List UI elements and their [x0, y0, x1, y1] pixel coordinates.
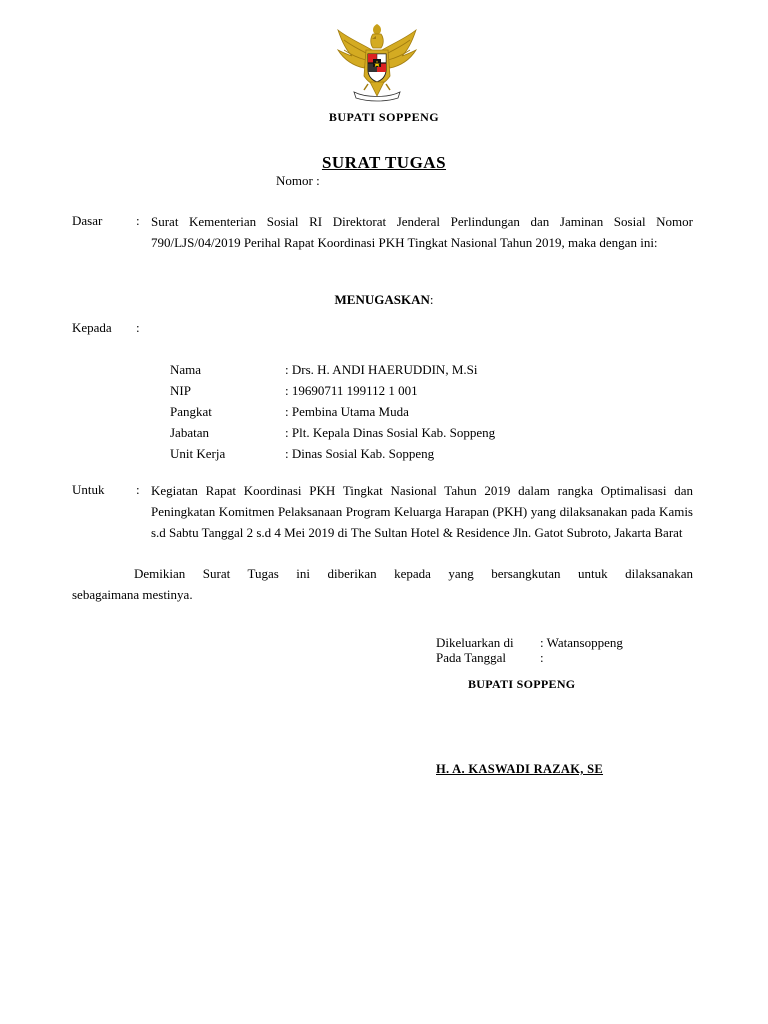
assignee-jabatan-label: Jabatan: [170, 425, 209, 440]
assignee-jabatan-value: : Plt. Kepala Dinas Sosial Kab. Soppeng: [285, 425, 496, 440]
menugaskan-colon: :: [429, 292, 434, 307]
assignee-unit-kerja-value: : Dinas Sosial Kab. Soppeng: [285, 446, 435, 461]
signature-organization: BUPATI SOPPENG: [468, 677, 576, 691]
dasar-colon: :: [136, 213, 140, 228]
assignee-pangkat-label: Pangkat: [170, 404, 212, 419]
untuk-text: Kegiatan Rapat Koordinasi PKH Tingkat Nasional Tahun 2019 dalam rangka Optimalisasi dan Peningkatan Komitmen Pelaksanaan Program Keluarga Harapan (PKH) yang dilaksanakan pada Kamis s.d Sabtu Tanggal 2 s.d 4 Mei 2019 di The Sultan Hotel & Residence Jln. Gatot Subroto, Jakarta Barat: [151, 483, 693, 540]
closing-line-2: sebagaimana mestinya.: [72, 587, 193, 602]
garuda-emblem-icon: [332, 20, 422, 104]
issued-date-value: :: [540, 650, 544, 665]
issued-place-value: : Watansoppeng: [540, 635, 623, 650]
assignee-unit-kerja-label: Unit Kerja: [170, 446, 226, 461]
menugaskan-heading: [0, 292, 768, 308]
assignee-nama-value: : Drs. H. ANDI HAERUDDIN, M.Si: [285, 362, 478, 377]
issued-date-label: Pada Tanggal: [436, 650, 506, 665]
closing-line-1: Demikian Surat Tugas ini diberikan kepada yang bersangkutan untuk dilaksanakan: [134, 566, 693, 581]
assignee-nip-value: : 19690711 199112 1 001: [285, 383, 418, 398]
dasar-text: Surat Kementerian Sosial RI Direktorat Jenderal Perlindungan dan Jaminan Sosial Nomor 790/LJS/04/2019 Perihal Rapat Koordinasi PKH Tingkat Nasional Tahun 2019, maka dengan ini:: [151, 214, 693, 250]
assignee-nip-label: NIP: [170, 383, 191, 398]
assignee-pangkat-value: : Pembina Utama Muda: [285, 404, 409, 419]
signature-name: H. A. KASWADI RAZAK, SE: [436, 762, 604, 776]
dasar-label: Dasar: [72, 213, 103, 228]
untuk-label: Untuk: [72, 482, 105, 497]
document-title: SURAT TUGAS: [321, 153, 447, 172]
issued-place-label: Dikeluarkan di: [436, 635, 514, 650]
menugaskan-label: MENUGASKAN: [334, 292, 430, 307]
kepada-colon: :: [136, 320, 140, 335]
untuk-colon: :: [136, 482, 140, 497]
document-number: Nomor :: [276, 173, 320, 188]
heading-organization: BUPATI SOPPENG: [328, 110, 440, 124]
assignee-nama-label: Nama: [170, 362, 202, 377]
kepada-label: Kepada: [72, 320, 112, 335]
